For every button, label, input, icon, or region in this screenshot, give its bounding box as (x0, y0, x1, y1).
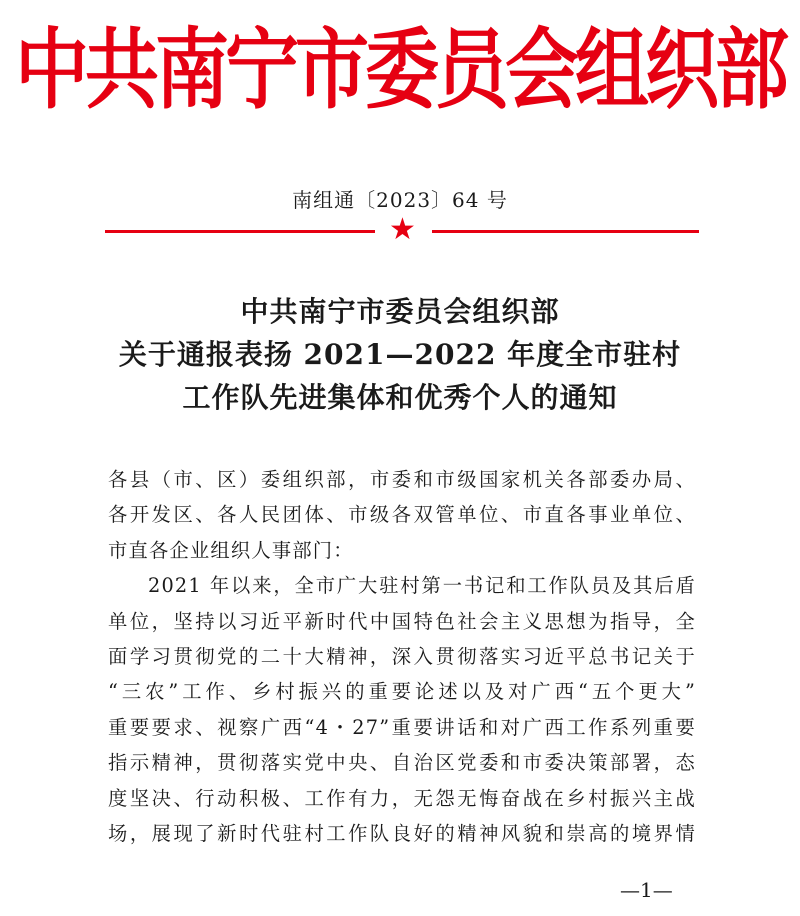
paragraph-line: 面学习贯彻党的二十大精神，深入贯彻落实习近平总书记关于 (108, 644, 696, 668)
paragraph-line: “三农”工作、乡村振兴的重要论述以及对广西“五个更大” (108, 680, 696, 704)
paragraph-line: 指示精神，贯彻落实党中央、自治区党委和市委决策部署，态 (108, 751, 696, 775)
notice-title (0, 290, 800, 419)
paragraph-line: 单位，坚持以习近平新时代中国特色社会主义思想为指导，全 (108, 609, 696, 633)
red-divider-left (105, 230, 375, 233)
star-icon: ★ (389, 212, 416, 247)
document-number: 南组通〔2023〕64 号 (292, 188, 508, 212)
paragraph-line: 度坚决、行动积极、工作有力，无怨无悔奋战在乡村振兴主战 (108, 786, 696, 810)
notice-title-line: 工作队先进集体和优秀个人的通知 (182, 381, 618, 414)
red-divider-right (432, 230, 699, 233)
paragraph-line: 重要要求、视察广西“4・27”重要讲话和对广西工作系列重要 (108, 715, 696, 739)
paragraph-line: 2021 年以来，全市广大驻村第一书记和工作队员及其后盾 (148, 574, 696, 598)
salutation-line: 各开发区、各人民团体、市级各双管单位、市直各事业单位、 (108, 503, 696, 527)
letterhead-org-name: 中共南宁市委员会组织部 (15, 19, 785, 122)
salutation-line: 市直各企业组织人事部门： (108, 538, 354, 562)
page-number: —1— (620, 878, 673, 902)
salutation-line: 各县（市、区）委组织部，市委和市级国家机关各部委办局、 (108, 468, 696, 491)
notice-title-line: 关于通报表扬 2021—2022 年度全市驻村 (118, 338, 682, 371)
paragraph-line: 场，展现了新时代驻村工作队良好的精神风貌和崇高的境界情 (108, 821, 696, 845)
document-body (108, 462, 696, 851)
notice-title-line: 中共南宁市委员会组织部 (240, 295, 560, 328)
